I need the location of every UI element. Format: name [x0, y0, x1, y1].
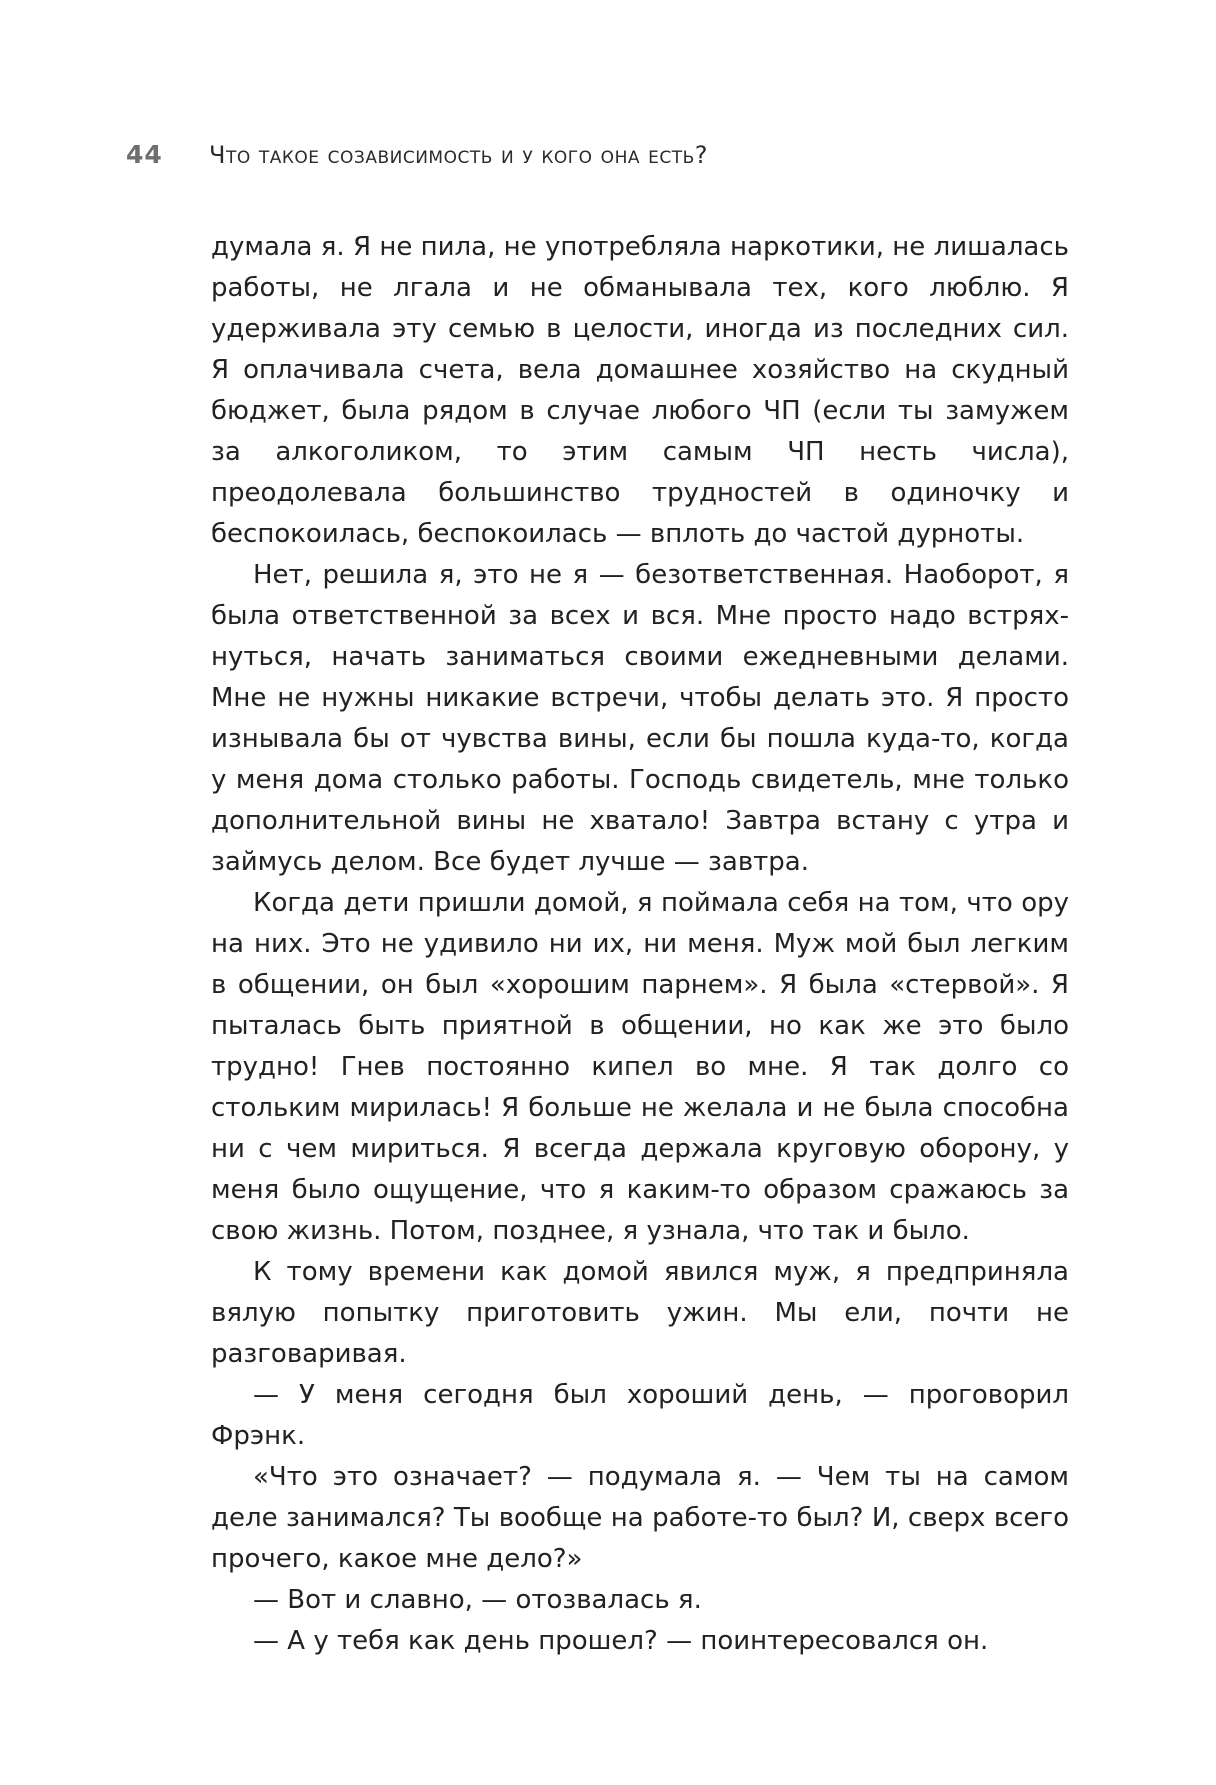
dialogue-line: — А у тебя как день прошел? — поинтересовался он.: [253, 1626, 989, 1656]
body-text: [211, 227, 1069, 1662]
paragraph: «Что это означает? — подумала я. — Чем ты на самом деле занимался? Ты вообще на работе-то был? И, сверх всего прочего, какое мне дело?»: [211, 1462, 1069, 1574]
paragraph: Когда дети пришли домой, я поймала себя на том, что ору на них. Это не удивило ни их, ни меня. Муж мой был легким в общении, он был «хорошим парнем». Я была «стервой». Я пыталась быть приятной в общении, но как же это было трудно! Гнев постоянно кипел во мне. Я так долго со стольким мирилась! Я больше не желала и не была способна ни с чем мириться. Я всегда держала круговую оборону, у меня было ощущение, что я каким-то образом сражаюсь за свою жизнь. Потом, позднее, я узнала, что так и было.: [211, 888, 1069, 1246]
paragraph: Нет, решила я, это не я — безответственная. Наоборот, я была ответственной за всех и вся. Мне просто надо встряхнуться, начать заниматься своими ежедневными делами. Мне не нужны никакие встречи, чтобы делать это. Я просто изнывала бы от чувства вины, если бы пошла куда-то, когда у меня дома столько работы. Господь свидетель, мне только дополнительной вины не хватало! Завтра встану с утра и займусь делом. Все будет лучше — завтра.: [211, 560, 1069, 877]
chapter-title: Что такое созависимость и у кого она есть?: [209, 141, 709, 169]
running-head: [126, 140, 1086, 180]
paragraph: думала я. Я не пила, не употребляла наркотики, не лишалась работы, не лгала и не обманывала тех, кого люблю. Я удерживала эту семью в целости, иногда из последних сил. Я оплачивала счета, вела домашнее хозяйство на скудный бюджет, была рядом в случае любого ЧП (если ты замужем за алкоголиком, то этим самым ЧП несть числа), преодолевала большинство трудностей в одиночку и беспокоилась, беспокоилась — вплоть до частой дурноты.: [211, 232, 1069, 549]
paragraph: К тому времени как домой явился муж, я предприняла вялую попытку приготовить ужин. Мы ели, почти не разговаривая.: [211, 1257, 1069, 1369]
dialogue-line: — У меня сегодня был хороший день, — проговорил Фрэнк.: [211, 1380, 1069, 1451]
dialogue-line: — Вот и славно, — отозвалась я.: [253, 1585, 702, 1615]
page-number: 44: [126, 140, 163, 169]
